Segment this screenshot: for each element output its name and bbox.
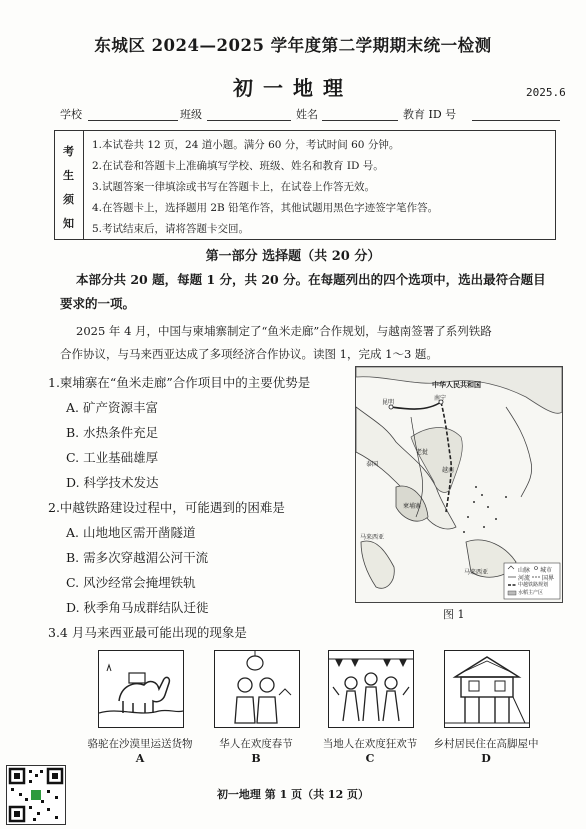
notice-item: 4.在答题卡上，选择题用 2B 铅笔作答，其他试题用黑色字迹签字笔作答。 <box>92 202 439 214</box>
question-stem: 1.柬埔寨在“鱼米走廊”合作项目中的主要优势是 <box>48 375 311 390</box>
map-label: 老挝 <box>416 449 429 456</box>
material-text-cont: 合作协议，与马来西亚达成了多项经济合作协议。读图 1，完成 1～3 题。 <box>60 347 438 361</box>
section-heading: 第一部分 选择题（共 20 分） <box>205 249 381 264</box>
section-intro-cont: 要求的一项。 <box>60 296 136 311</box>
page-footer: 初一地理 第 1 页（共 12 页） <box>216 788 370 801</box>
answer-option[interactable]: C. 风沙经常会掩埋铁轨 <box>66 575 196 590</box>
notice-item: 2.在试卷和答题卡上准确填写学校、班级、姓名和教育 ID 号。 <box>92 160 384 172</box>
map-label: 马来西亚 <box>360 534 385 541</box>
map-label: 柬埔寨 <box>403 503 422 510</box>
legend-item: 城市 <box>540 567 553 574</box>
legend-item: 河流 <box>518 575 531 582</box>
edu-id-line[interactable] <box>472 120 560 121</box>
legend-item: 水稻主产区 <box>518 590 544 596</box>
picture-caption: 当地人在欢度狂欢节 <box>322 738 418 750</box>
answer-option[interactable]: D. 科学技术发达 <box>66 475 159 490</box>
map-label: 马来西亚 <box>464 569 489 576</box>
notice-side-char: 考 <box>63 145 74 158</box>
picture-spring-festival[interactable] <box>214 650 300 728</box>
picture-caption: 骆驼在沙漠里运送货物 <box>87 738 193 750</box>
student-info-fields <box>60 106 560 124</box>
answer-option[interactable]: D. 秋季角马成群结队迁徙 <box>66 600 209 615</box>
notice-item: 5.考试结束后，请将答题卡交回。 <box>92 223 250 235</box>
spring-festival-illustration <box>215 651 299 727</box>
class-line[interactable] <box>207 120 291 121</box>
camel-illustration <box>99 651 183 727</box>
section-intro: 本部分共 20 题，每题 1 分，共 20 分。在每题列出的四个选项中，选出最符合题目 <box>76 272 546 287</box>
question-stem: 2.中越铁路建设过程中，可能遇到的困难是 <box>48 500 285 515</box>
notice-item: 1.本试卷共 12 页，24 道小题。满分 60 分，考试时间 60 分钟。 <box>92 139 400 151</box>
answer-option[interactable]: A. 矿产资源丰富 <box>66 400 158 415</box>
map-label: 越南 <box>442 467 455 474</box>
notice-side-label <box>55 131 84 239</box>
answer-option[interactable]: B. 需多次穿越湄公河干流 <box>66 550 209 565</box>
legend-item: 国界 <box>542 575 555 582</box>
name-line[interactable] <box>322 120 398 121</box>
exam-title: 东城区 2024—2025 学年度第二学期期末统一检测 <box>94 36 492 55</box>
southeast-asia-map <box>355 366 563 603</box>
map-label: 昆明 <box>382 399 395 406</box>
picture-caption: 华人在欢度春节 <box>219 738 293 750</box>
figure-caption: 图 1 <box>443 608 465 621</box>
option-letter[interactable]: A <box>135 752 145 765</box>
stilt-house-illustration <box>445 651 529 727</box>
notice-side-char: 知 <box>63 217 74 230</box>
option-letter[interactable]: C <box>365 752 375 765</box>
map-country-label: 中华人民共和国 <box>432 380 481 389</box>
answer-option[interactable]: A. 山地地区需开凿隧道 <box>66 525 196 540</box>
option-letter[interactable]: D <box>481 752 491 765</box>
answer-option[interactable]: B. 水热条件充足 <box>66 425 159 440</box>
edu-id-label: 教育 ID 号 <box>403 108 457 121</box>
answer-option[interactable]: C. 工业基础雄厚 <box>66 450 159 465</box>
picture-camel[interactable] <box>98 650 184 728</box>
notice-side-char: 须 <box>63 193 74 206</box>
legend-item: 山脉 <box>518 567 531 574</box>
school-line[interactable] <box>88 120 178 121</box>
exam-notice-box <box>54 130 556 240</box>
notice-item: 3.试题答案一律填涂或书写在答题卡上，在试卷上作答无效。 <box>92 181 376 193</box>
picture-caption: 乡村居民住在高脚屋中 <box>433 738 539 750</box>
legend-item: 中越铁路规划 <box>518 582 549 588</box>
map-label: 南宁 <box>434 395 447 402</box>
class-label: 班级 <box>180 108 202 121</box>
material-text: 2025 年 4 月，中国与柬埔寨制定了“鱼米走廊”合作规划，与越南签署了系列铁路 <box>76 324 492 338</box>
picture-carnival[interactable] <box>328 650 414 728</box>
exam-date: 2025.6 <box>526 86 566 99</box>
carnival-illustration <box>329 651 413 727</box>
notice-side-char: 生 <box>63 169 74 182</box>
map-label: 泰国 <box>366 461 379 468</box>
option-letter[interactable]: B <box>251 752 261 765</box>
subject-title: 初一地理 <box>233 76 353 100</box>
name-label: 姓名 <box>296 108 318 121</box>
picture-stilt-house[interactable] <box>444 650 530 728</box>
question-stem: 3.4 月马来西亚最可能出现的现象是 <box>48 625 247 640</box>
school-label: 学校 <box>60 108 82 121</box>
